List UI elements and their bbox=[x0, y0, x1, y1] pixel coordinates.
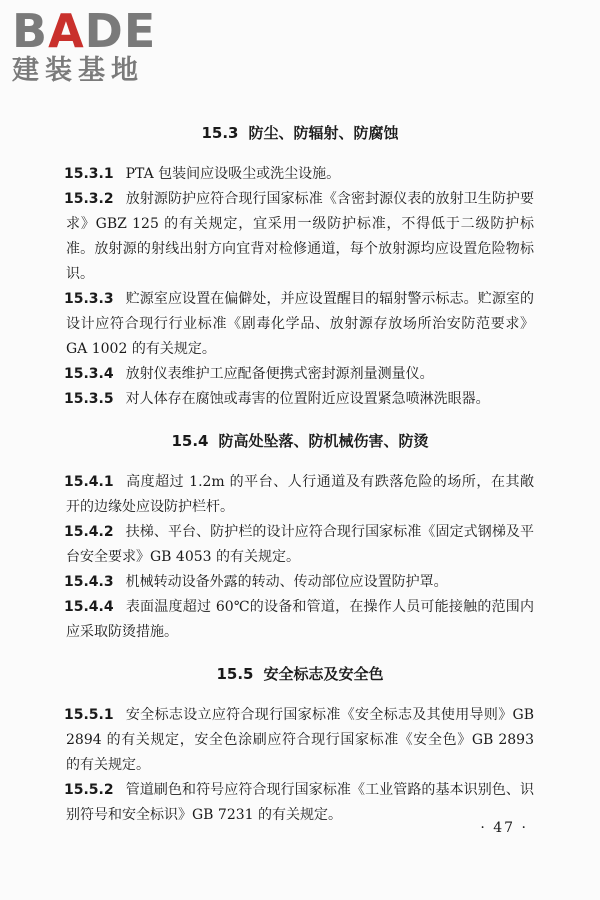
clause-text: 高度超过 1.2m 的平台、人行通道及有跌落危险的场所，在其敞开的边缘处应设防护栏杆。 bbox=[66, 474, 534, 515]
section-number: 15.4 bbox=[171, 432, 209, 450]
clause-15-4-4 bbox=[66, 595, 534, 645]
clause-text: 放射仪表维护工应配备便携式密封源剂量测量仪。 bbox=[125, 366, 434, 382]
clause-text: 扶梯、平台、防护栏的设计应符合现行国家标准《固定式钢梯及平台安全要求》GB 4053 的有关规定。 bbox=[66, 524, 534, 565]
logo-letter-a: A bbox=[48, 4, 85, 58]
section-heading-15-4 bbox=[66, 426, 534, 456]
logo-letters-de: DE bbox=[84, 4, 157, 58]
logo-subtitle: 建装基地 bbox=[12, 55, 144, 86]
section-title: 安全标志及安全色 bbox=[263, 665, 384, 683]
logo-letter-b: B bbox=[12, 4, 49, 58]
bade-logo bbox=[12, 4, 182, 86]
clause-number: 15.3.3 bbox=[64, 291, 114, 307]
clause-number: 15.4.1 bbox=[64, 474, 114, 490]
clause-text: 对人体存在腐蚀或毒害的位置附近应设置紧急喷淋洗眼器。 bbox=[125, 391, 490, 407]
section-number: 15.3 bbox=[201, 124, 239, 142]
clause-number: 15.3.2 bbox=[64, 191, 114, 207]
clause-number: 15.4.4 bbox=[64, 599, 114, 615]
clause-text: 放射源防护应符合现行国家标准《含密封源仪表的放射卫生防护要求》GBZ 125 的有关规定，宜采用一级防护标准，不得低于二级防护标准。放射源的射线出射方向宜背对检修通道，每个放射源均应设置危险物标识。 bbox=[66, 191, 534, 282]
clause-15-5-2 bbox=[66, 778, 534, 828]
clause-number: 15.4.2 bbox=[64, 524, 114, 540]
clause-15-3-3 bbox=[66, 287, 534, 362]
document-body bbox=[66, 110, 534, 828]
clause-number: 15.5.1 bbox=[64, 707, 114, 723]
section-number: 15.5 bbox=[216, 665, 254, 683]
clause-15-3-4 bbox=[66, 362, 534, 387]
clause-number: 15.3.1 bbox=[64, 166, 114, 182]
clause-number: 15.4.3 bbox=[64, 574, 114, 590]
logo-wordmark bbox=[12, 4, 182, 58]
clause-15-5-1 bbox=[66, 703, 534, 778]
clause-number: 15.3.5 bbox=[64, 391, 114, 407]
clause-15-3-2 bbox=[66, 187, 534, 287]
section-heading-15-5 bbox=[66, 659, 534, 689]
section-heading-15-3 bbox=[66, 118, 534, 148]
clause-text: 表面温度超过 60℃的设备和管道，在操作人员可能接触的范围内应采取防烫措施。 bbox=[66, 599, 534, 640]
clause-text: 机械转动设备外露的转动、传动部位应设置防护罩。 bbox=[125, 574, 448, 590]
clause-15-3-5 bbox=[66, 387, 534, 412]
section-title: 防尘、防辐射、防腐蚀 bbox=[248, 124, 399, 142]
clause-number: 15.5.2 bbox=[64, 782, 114, 798]
clause-15-3-1 bbox=[66, 162, 534, 187]
clause-15-4-2 bbox=[66, 520, 534, 570]
clause-text: PTA 包装间应设吸尘或洗尘设施。 bbox=[125, 166, 341, 182]
page-number: · 47 · bbox=[480, 820, 528, 836]
clause-text: 贮源室应设置在偏僻处，并应设置醒目的辐射警示标志。贮源室的设计应符合现行行业标准《剧毒化学品、放射源存放场所治安防范要求》GA 1002 的有关规定。 bbox=[66, 291, 534, 357]
clause-text: 管道刷色和符号应符合现行国家标准《工业管路的基本识别色、识别符号和安全标识》GB 7231 的有关规定。 bbox=[66, 782, 534, 823]
section-title: 防高处坠落、防机械伤害、防烫 bbox=[218, 432, 429, 450]
clause-text: 安全标志设立应符合现行国家标准《安全标志及其使用导则》GB 2894 的有关规定，安全色涂刷应符合现行国家标准《安全色》GB 2893 的有关规定。 bbox=[66, 707, 534, 773]
clause-15-4-3 bbox=[66, 570, 534, 595]
clause-number: 15.3.4 bbox=[64, 366, 114, 382]
clause-15-4-1 bbox=[66, 470, 534, 520]
